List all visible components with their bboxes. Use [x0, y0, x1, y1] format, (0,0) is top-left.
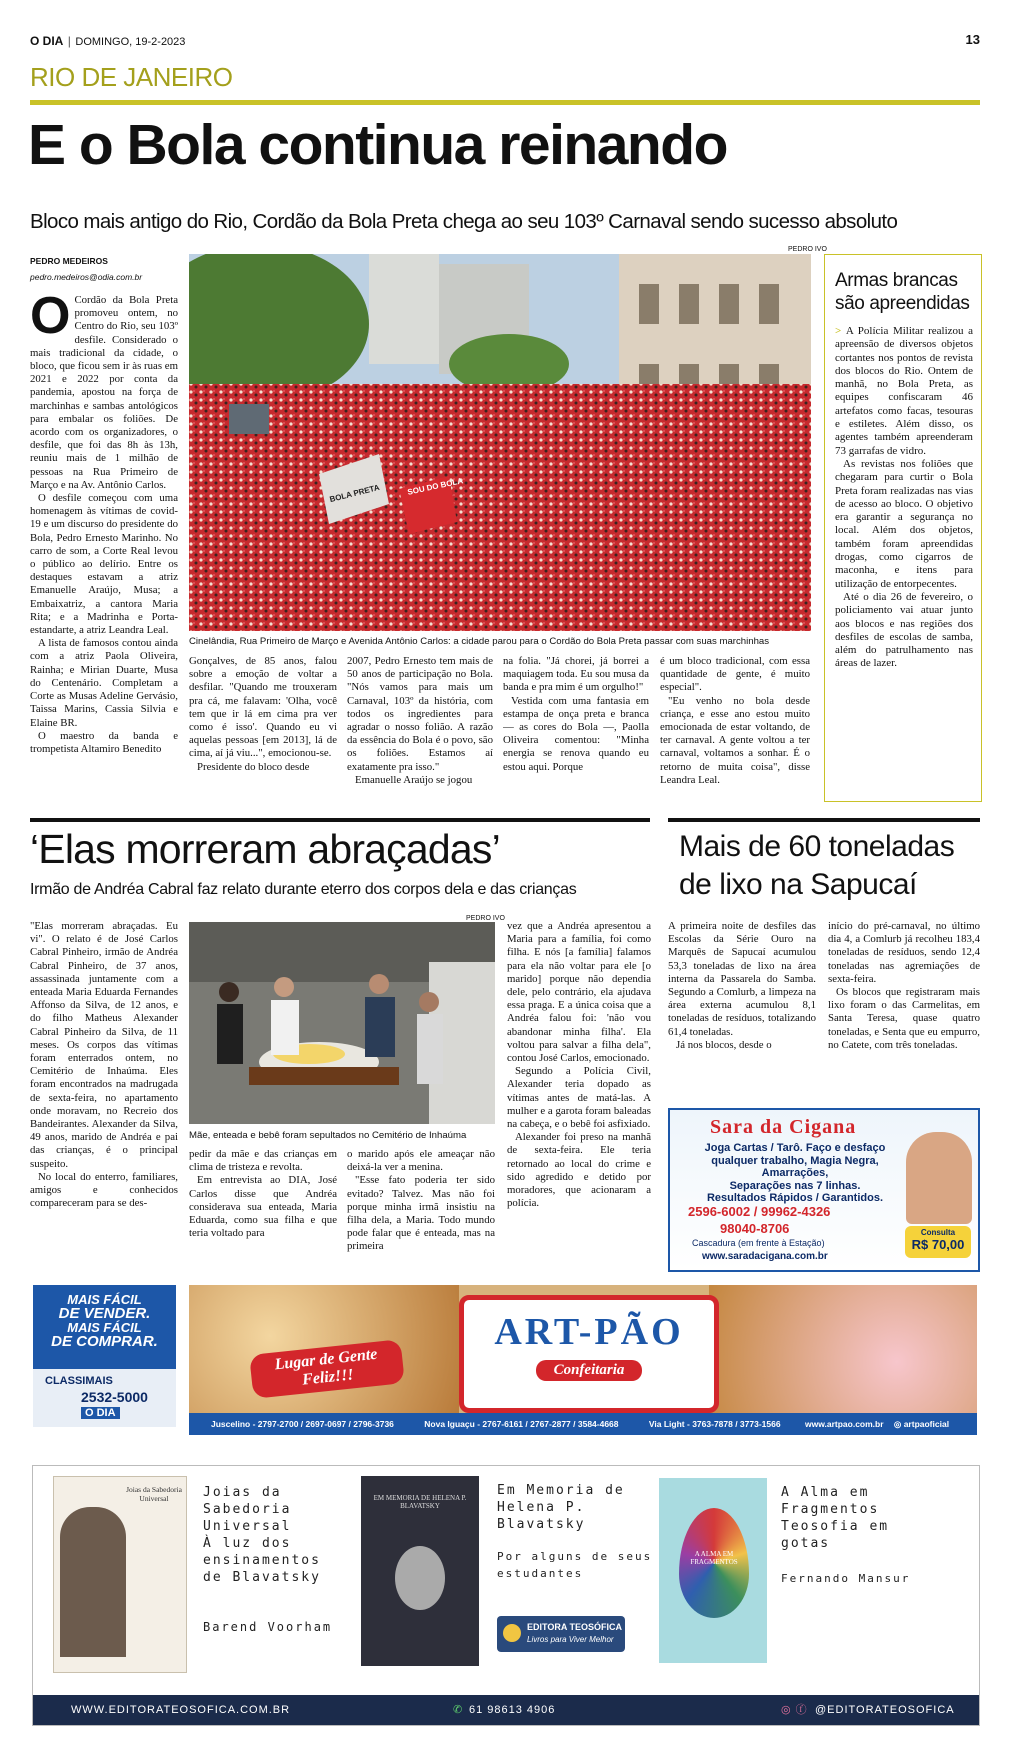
artpao-footer: Juscelino - 2797-2700 / 2697-0697 / 2796-3736 Nova Iguaçu - 2767-6161 / 2767-2877 / 3584-4668 Via Light - 3763-7878 / 3773-1566 www.artpao.com.br ◎ artpaoficial [189, 1413, 977, 1435]
story2-photo-caption: Mãe, enteada e bebê foram sepultados no Cemitério de Inhaúma [189, 1130, 467, 1141]
author-name: PEDRO MEDEIROS [30, 256, 108, 266]
paragraph: Gonçalves, de 85 anos, falou sobre a emoção de voltar a desfilar. "Quando me trouxeram pra cá, me falavam: 'Olha, você tem que ir lá em cima pra ver como é isso'. Quando eu vi aquelas pessoas [em 2013], lá de cima, aí já viu...", emocionou-se. [189, 655, 337, 760]
cigana-price-badge [905, 1226, 971, 1258]
story2-column-4 [507, 920, 651, 1260]
paragraph: > A Polícia Militar realizou a apreensão de diversos objetos cortantes nos pontos de revista dos blocos do Rio. Ontem de manhã, no Bola Preta, as equipes confiscaram 46 artefatos como facas, tesouras e estiletes. Além disso, os agentes também apreenderam 73 garrafas de vidro. [835, 325, 973, 457]
photo-credit: PEDRO IVO [788, 246, 827, 253]
title-line: gotas [781, 1536, 831, 1551]
books-whatsapp[interactable]: 61 98613 4906 [469, 1704, 556, 1716]
book-cover-joias [53, 1476, 187, 1673]
artpao-website[interactable]: www.artpao.com.br [804, 1419, 884, 1429]
page-header: O DIA | DOMINGO, 19-2-2023 13 [30, 32, 980, 48]
location-label: Nova Iguaçu [424, 1419, 475, 1429]
banner-bola-preta: BOLA PRETA [328, 482, 381, 505]
paragraph: Os blocos que registraram mais lixo foram o das Carmelitas, em Santa Teresa, quase quatro toneladas, e Senta que eu empurro, no Catete, com três toneladas. [828, 986, 980, 1051]
story3-headline: Mais de 60 toneladas de lixo na Sapucaí [679, 830, 955, 901]
artpao-slogan: Lugar de Gente Feliz!!! [249, 1339, 405, 1399]
book-subtitle-helena [497, 1548, 652, 1582]
story3-column-1 [668, 920, 816, 1088]
location-label: Via Light [648, 1419, 685, 1429]
title-line: Teosofia em [781, 1519, 890, 1534]
paper-name: O DIA [30, 34, 64, 48]
location-phones: 3763-7878 / 3773-1566 [692, 1419, 781, 1429]
title-line: de Blavatsky [203, 1570, 321, 1585]
main-column-3 [347, 655, 493, 800]
title-line: Em Memoria de [497, 1483, 625, 1498]
title-line: À luz dos [203, 1536, 292, 1551]
author-portrait [395, 1546, 445, 1610]
title-line: Fragmentos [781, 1502, 880, 1517]
paragraph: pedir da mãe e das crianças em clima de tristeza e revolta. [189, 1148, 337, 1174]
book-title-joias [203, 1484, 343, 1586]
classi-paper: O DIA [81, 1407, 120, 1419]
paragraph: "Esse fato poderia ter sido evitado? Talvez. Mas não foi porque minha irmã insistiu na filha dela, a Maria. Todo mundo pode falar que é enteada, mas na primeira [347, 1174, 495, 1253]
subtitle-line: Por alguns de seus [497, 1550, 653, 1563]
sidebar-title: Armas brancas são apreendidas [835, 270, 970, 314]
ad-line: Separações nas 7 linhas. [729, 1179, 861, 1192]
paragraph: No local do enterro, familiares, amigos e conhecidos compareceram para se des- [30, 1170, 178, 1210]
title-line: Universal [203, 1519, 292, 1534]
story3-rule [668, 818, 980, 822]
story2-photo-credit: PEDRO IVO [466, 915, 505, 922]
paragraph: Emanuelle Araújo se jogou [355, 773, 473, 786]
sidebar-body [825, 315, 981, 671]
story2-rule [30, 818, 650, 822]
story2-headline: ‘Elas morreram abraçadas’ [30, 826, 500, 872]
instagram-icon: ◎ [893, 1419, 902, 1429]
book-author-alma: Fernando Mansur [781, 1572, 911, 1585]
books-footer [33, 1695, 979, 1725]
main-column-5 [660, 655, 810, 800]
paragraph: "Elas morreram abraçadas. Eu vi". O relato é de José Carlos Cabral Pinheiro, irmão de Andréa Cabral Pinheiro, de 37 anos, assassinada juntamente com a enteada Maria Eduarda Fernandes Affonso da Silva, de 12 anos, e do filho Matheus Alexander Cabral Pinheiro da Silva, de 11 meses. Os corpos das vítimas foram enterrados ontem, no Cemitério de Inhaúma. Eles foram encontrados na madrugada de sexta-feira, no apartamento onde moravam, no Recreio dos Bandeirantes. Alexander da Silva, 49 anos, marido de Andréa e pai das crianças, é o principal suspeito. [30, 920, 178, 1170]
banner-sou-do-bola: SOU DO BOLA [406, 476, 464, 497]
paragraph: Até o dia 26 de fevereiro, o policiamento vai atuar junto aos blocos e nas regiões dos desfiles de escolas de samba, além do patrulhamento nas áreas de lazer. [835, 590, 973, 670]
main-column-4 [503, 655, 649, 800]
cigana-website[interactable]: www.saradacigana.com.br [702, 1251, 828, 1262]
main-column-1 [30, 294, 178, 800]
funeral-photo [189, 922, 495, 1124]
title-line: Blavatsky [497, 1517, 586, 1532]
cover-title: A ALMA EM FRAGMENTOS [690, 1550, 738, 1566]
cover-title: Joias da Sabedoria Universal [126, 1485, 182, 1503]
classi-phone: 2532-5000 [81, 1389, 148, 1405]
artpao-sub: Confeitaria [536, 1360, 643, 1381]
story2-column-3 [347, 1148, 495, 1260]
paragraph: o marido após ele ameaçar não deixá-la ver a menina. [347, 1148, 495, 1174]
ad-line: MAIS FÁCIL [67, 1320, 142, 1335]
cigana-portrait [906, 1132, 972, 1224]
paragraph: Cordão da Bola Preta promoveu ontem, no Centro do Rio, seu 103º desfile. Considerado o mais tradicional da cidade, o bloco, que ficou sem ir às ruas em 2021 e 2022 por conta da pandemia, apostou na força de marchinhas e sambas antológicos para embalar os foliões. De acordo com os organizadores, o desfile, que foi das 8h às 13h, reuniu mais de 1 milhão de pessoas na Rua Primeiro de Março e na Av. Antônio Carlos. [30, 294, 178, 491]
price-value: R$ 70,00 [911, 1237, 965, 1252]
paragraph: Alexander foi preso na manhã de sexta-feira. Ele teria retornado ao local do crime e sido agredido e detido por moradores, que acionaram a polícia. [507, 1131, 651, 1210]
main-photo-caption: Cinelândia, Rua Primeiro de Março e Avenida Antônio Carlos: a cidade parou para o Cordão do Bola Preta passar com suas marchinhas [189, 636, 770, 647]
paragraph: O maestro da banda e trompetista Altamiro Benedito [30, 729, 178, 755]
cigana-address: Cascadura (em frente à Estação) [692, 1238, 825, 1248]
location-label: Juscelino [211, 1419, 251, 1429]
publisher-tagline: Livros para Viver Melhor [527, 1635, 614, 1644]
classi-headline [43, 1293, 166, 1349]
publisher-name: EDITORA TEOSÓFICA [527, 1622, 623, 1632]
story2-subhead: Irmão de Andréa Cabral faz relato durante eterro dos corpos dela e das crianças [30, 881, 577, 898]
food-right [709, 1285, 977, 1413]
paragraph: Já nos blocos, desde o [676, 1038, 772, 1051]
story2-column-1 [30, 920, 178, 1260]
publisher-logo-icon [503, 1624, 521, 1642]
publisher-badge [497, 1616, 625, 1652]
paragraph: As revistas nos foliões que chegaram para curtir o Bola Preta foram realizadas nas vias de acesso ao bloco. O objetivo era garantir a segurança no local. Além dos objetos, também foram apreendidas drogas, como cigarros de maconha, e itens para utilização de entorpecentes. [835, 457, 973, 590]
byline [30, 256, 180, 282]
artpao-brand: ART-PÃO [494, 1311, 684, 1353]
main-headline: E o Bola continua reinando [28, 113, 727, 177]
location-phones: 2767-6161 / 2767-2877 / 3584-4668 [482, 1419, 619, 1429]
ad-line: Joga Cartas / Tarô. Faço e desfaço [704, 1142, 886, 1154]
artpao-logo [459, 1295, 719, 1413]
page-number: 13 [965, 32, 980, 47]
paragraph: início do pré-carnaval, no último dia 4, a Comlurb já recolheu 183,4 toneladas de resíduos, sendo 12,4 toneladas nas agremiações de sexta-feira. [828, 920, 980, 985]
social-icons: ◎ ⓕ [781, 1704, 808, 1716]
story2-column-2 [189, 1148, 337, 1260]
ad-line: MAIS FÁCIL [67, 1292, 142, 1307]
paragraph: A primeira noite de desfiles das Escolas da Série Ouro na Marquês de Sapucaí acumulou 53,3 toneladas de lixo na área interna da Passarela do Samba. Segundo a Comlurb, a limpeza na área externa acumulou 8,1 toneladas de resíduos, totalizando 61,4 toneladas. [668, 920, 816, 1038]
paragraph: "Eu venho no bola desde criança, e esse ano estou muito emocionada de estar voltando, de ter carnaval. A gente voltou a ter carnaval, voltamos a sonhar. É o retorno de muita coisa", disse Leandra Leal. [660, 694, 810, 786]
main-column-2 [189, 655, 337, 800]
location-phones: 2797-2700 / 2697-0697 / 2796-3736 [257, 1419, 394, 1429]
title-line: ensinamentos [203, 1553, 321, 1568]
classi-brand: CLASSIMAIS [45, 1375, 113, 1387]
paragraph: 2007, Pedro Ernesto tem mais de 50 anos de participação no Bola. "Nós vamos para mais um Carnaval, 103º da história, com todos os ingredientes para agradar o nosso folião. A razão da essência do Bola é o povo, são os foliões. Estamos aí exatamente pra isso." [347, 655, 493, 773]
artpao-social[interactable]: artpaoficial [903, 1419, 950, 1429]
books-website[interactable]: WWW.EDITORATEOSOFICA.COM.BR [71, 1704, 291, 1716]
ad-art-pao[interactable] [189, 1285, 977, 1435]
cigana-whatsapp: 98040-8706 [720, 1221, 790, 1236]
title-line: A Alma em [781, 1485, 870, 1500]
cigana-title: Sara da Cigana [710, 1116, 857, 1138]
cover-title: EM MEMORIA DE HELENA P. BLAVATSKY [373, 1494, 467, 1510]
book-title-helena [497, 1482, 647, 1533]
ad-line: qualquer trabalho, Magia Negra, Amarrações, [711, 1154, 879, 1179]
ad-line: DE VENDER. [58, 1305, 151, 1322]
sidebar-box [824, 254, 982, 802]
cigana-phones: 2596-6002 / 99962-4326 [688, 1204, 831, 1219]
paragraph: Presidente do bloco desde [197, 760, 310, 773]
classi-footer [33, 1369, 176, 1427]
paragraph: A lista de famosos contou ainda com a atriz Paola Oliveira, Rainha; e Mirian Duarte, Musa do Centenário. Completam a Corte as Musas Adeline Gervásio, Taissa Marins, Cassia Silvia e Elaine BR. [30, 637, 178, 729]
ad-line: Resultados Rápidos / Garantidos. [706, 1192, 884, 1204]
paragraph: Em entrevista ao DIA, José Carlos disse que Andréa considerava sua enteada, Maria Eduarda, como sua filha e que teria voltado para [189, 1174, 337, 1240]
story3-column-2 [828, 920, 980, 1088]
title-line: Sabedoria [203, 1502, 292, 1517]
book-title-alma [781, 1484, 921, 1552]
author-portrait [60, 1507, 126, 1657]
author-email: pedro.medeiros@odia.com.br [30, 272, 143, 282]
paragraph: é um bloco tradicional, com essa quantidade de gente, é muito especial". [660, 655, 810, 694]
section-rule [30, 100, 980, 105]
paragraph: Vestida com uma fantasia em estampa de onça preta e branca — as cores do Bola —, Paolla Oliveira comentou: "Minha energia se renova quando eu estou aqui. Porque [503, 694, 649, 773]
book-cover-helena [361, 1476, 479, 1666]
paragraph: vez que a Andréa apresentou a Maria para a família, foi como filha. E nós [a família] falamos para ela não voltar para ele [o marido] porque não dependia dele, pelo contrário, ela ajudava essa praga. E a única coisa que a Andréa falou foi: 'não vou abandonar minha filha'. Ela voltou para salvar a filha dela", contou José Carlos, emocionado. [507, 920, 651, 1065]
book-author-joias: Barend Voorham [203, 1620, 333, 1634]
cigana-lines [680, 1142, 910, 1205]
book-cover-alma [659, 1478, 767, 1663]
paragraph: na folia. "Já chorei, já borrei a maquiagem toda. Eu sou musa da banda e pra mim é um orgulho!" [503, 655, 649, 694]
ad-editora-teosofica[interactable] [32, 1465, 980, 1726]
ad-sara-da-cigana[interactable] [668, 1108, 980, 1272]
books-social[interactable]: @EDITORATEOSOFICA [815, 1704, 955, 1716]
title-line: Helena P. [497, 1500, 586, 1515]
paragraph: O desfile começou com uma homenagem às vítimas de covid-19 e um discurso do presidente do Bola, Pedro Ernesto Marinho. No carro de som, a Corte Real levou o público ao delírio. Entre os destaques estavam a atriz Emanuelle Araújo, Musa; a Embaixatriz, a cantora Maria Rita; e a Madrinha e Porta-estandarte, a atriz Leandra Leal. [30, 492, 178, 637]
edition-date: DOMINGO, 19-2-2023 [75, 36, 186, 48]
title-line: Joias da [203, 1485, 282, 1500]
price-label: Consulta [920, 1228, 956, 1237]
section-label: RIO DE JANEIRO [30, 62, 233, 92]
whatsapp-icon: ✆ [453, 1704, 464, 1716]
dropcap: O [30, 294, 71, 345]
carnival-crowd-photo [189, 254, 811, 631]
paragraph: Segundo a Polícia Civil, Alexander teria dopado as vítimas antes de matá-las. A mulher e a garota foram baleadas na cabeça, e o bebê foi asfixiado. [507, 1065, 651, 1131]
ad-classimais[interactable] [33, 1285, 176, 1427]
subtitle-line: estudantes [497, 1567, 584, 1580]
ad-line: DE COMPRAR. [51, 1333, 158, 1350]
main-subhead: Bloco mais antigo do Rio, Cordão da Bola Preta chega ao seu 103º Carnaval sendo sucesso absoluto [30, 210, 898, 233]
